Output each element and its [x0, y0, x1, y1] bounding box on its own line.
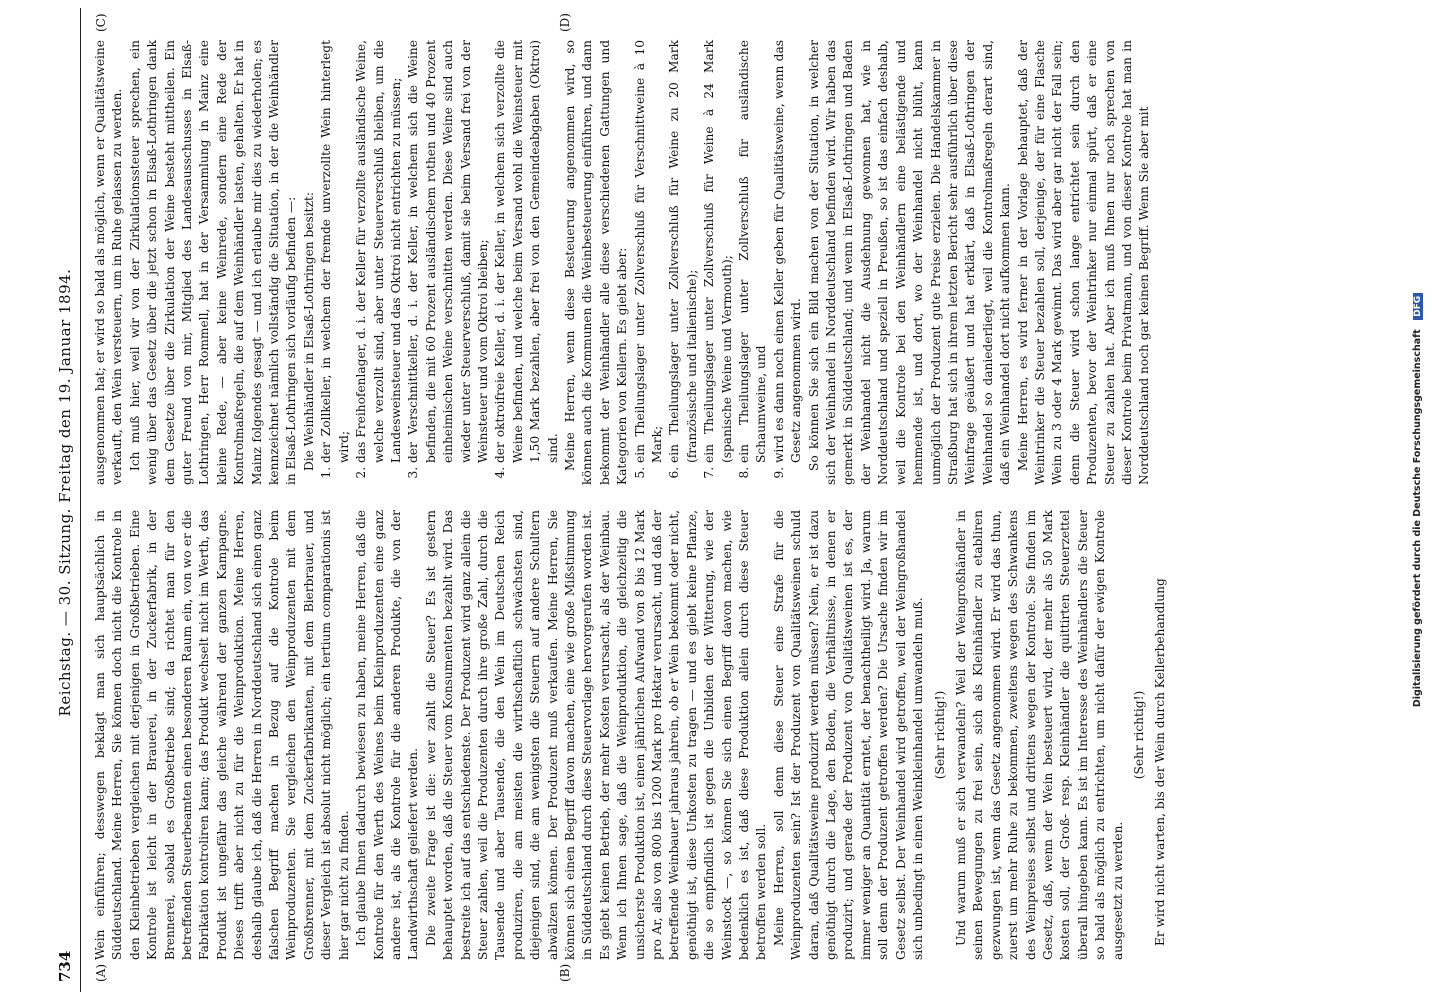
- page-header: [52, 8, 81, 992]
- paragraph: Und warum muß er sich verwandeln? Weil der Weingroßhändler in seinen Bewegungen zu frei sein, sich als Kleinhändler zu etabliren gezwungen ist, wenn das Gesetz angenommen wird. Er wird das thun, zuerst um mehr Ruhe zu bekommen, zweitens wegen des Schwankens des Weinpreises selbst und drittens wegen der Kontrole. Sie finden im Gesetz, daß, wenn der Wein besteuert wird, der mehr als 50 Mark kosten soll, der Groß- resp. Kleinhändler die quittirten Steuerzettel überall hingeben kann. Es ist im Interesse des Weinhändlers die Steuer so bald als möglich zu entrichten, um nicht dafür der ewigen Kontrole ausgesetzt zu werden.: [953, 510, 1125, 960]
- digitization-footer: [1412, 0, 1432, 1000]
- paragraph: ausgenommen hat; er wird so bald als möglich, wenn er Qualitätsweine verkauft, den Wein versteuern, um in Ruhe gelassen zu werden.: [93, 40, 125, 485]
- margin-marker-b: (B): [558, 963, 572, 982]
- text-column-right: [92, 40, 1414, 485]
- list-item: 8. ein Theilungslager unter Zollverschluß für ausländische Schaumweine, und: [736, 40, 771, 463]
- list-item: 5. ein Theilungslager unter Zollverschluß für Verschnittweine à 10 Mark;: [632, 40, 667, 463]
- paragraph: Meine Herren, wenn diese Besteuerung angenommen wird, so können auch die Kommunen die Weinbesteuerung einführen, und dann bekommt der Weinhändler alle diese verschiedenen Gattungen und Kategorien von Kellern. Es giebt aber:: [562, 40, 630, 485]
- cellar-list: [318, 40, 562, 485]
- margin-marker-a: (A): [94, 963, 108, 982]
- paragraph: So können Sie sich ein Bild machen von der Situation, in welcher sich der Weinhandel in Norddeutschland befinden wird. Wir haben das gemerkt in Süddeutschland; und wenn in Elsaß-Lothringen und Baden der Weinhandel nicht die Ausdehnung gewonnen hat, wie in Norddeutschland und speziell in Preußen, so ist das einfach deshalb, weil die Kontrole bei den Weinhändlern eine belästigende und hemmende ist, und dort, wo der Weinhandel nicht blüht, kann unmöglich der Produzent gute Preise erzielen. Die Handelskammer in Straßburg hat sich in ihrem letzten Bericht sehr ausführlich über diese Weinfrage geäußert und hat erklärt, daß in Elsaß-Lothringen der Weinhandel so daniederliegt, weil die Kontrolmaßregeln derart sind, daß ein Weinhandel dort nicht aufkommen kann.: [806, 40, 1013, 485]
- paragraph: Die zweite Frage ist die: wer zahlt die Steuer? Es ist gestern behauptet worden, daß die Steuer vom Konsumenten bezahlt wird. Das bestreite ich auf das entschiedenste. Der Produzent wird ganz allein die Steuer zahlen, weil die Produzenten durch ihre große Zahl, durch die Tausende und aber Tausende, die den Wein im Deutschen Reich produziren, die am meisten die wirthschaftlich schwächsten sind, diejenigen sind, die am wenigsten die Steuern auf andere Schultern abwälzen können. Der Produzent muß verkaufen. Meine Herren, Sie können sich einen Begriff davon machen, eine wie große Mißstimmung in Süddeutschland durch diese Steuervorlage hervorgerufen worden ist. Es giebt keinen Betrieb, der mehr Kosten verursacht, als der Weinbau. Wenn ich Ihnen sage, daß die Weinproduktion, die gleichzeitig die unsicherste Produktion ist, einen jährlichen Aufwand von 8 bis 12 Mark pro Ar, also von 800 bis 1200 Mark pro Hektar verursacht, und daß der betreffende Weinbauer jahraus jahrein, ob er Wein bekommt oder nicht, genöthigt ist, diese Unkosten zu tragen — und es giebt keine Pflanze, die so empfindlich ist gegen die Unbilden der Witterung, wie der Weinstock —, so können Sie sich einen Begriff davon machen, wie bedenklich es ist, daß diese Produktion allein durch diese Steuer betroffen werden soll.: [423, 510, 769, 960]
- paragraph: Wein einführen; desswegen beklagt man sich hauptsächlich in Süddeutschland. Meine Herren, Sie können doch nicht die Kontrole in den Kleinbetrieben vergleichen mit derjenigen in Großbetrieben. Eine Kontrole ist leicht in der Brauerei, in der Zuckerfabrik, in der Brennerei, sobald es Großbetriebe sind; da richtet man für den betreffenden Steuerbeamten einen besonderen Raum ein, von wo er die Fabrikation kontroliren kann; das Produkt wechselt nicht im Werth, das Produkt ist ungefähr das gleiche während der ganzen Kampagne. Dieses trifft aber nicht zu für die Weinproduktion. Meine Herren, deshalb glaube ich, daß die Herren in Norddeutschland sich einen ganz falschen Begriff machen in Bezug auf die Kontrole beim Weinproduzenten. Sie vergleichen den Weinproduzenten mit dem Großbrenner, mit dem Zuckerfabrikanten, mit dem Bierbrauer, und dieser Vergleich ist absolut nicht möglich; ein tertium comparationis ist hier gar nicht zu finden.: [93, 510, 351, 960]
- paragraph: Ich muß hier, weil wir von der Zirkulationssteuer sprechen, ein wenig über das Gesetz über die jetzt schon in Elsaß-Lothringen dank dem Gesetze über die Zirkulation der Weine besteht mittheilen. Ein guter Freund von mir, Mitglied des Landesausschusses in Elsaß-Lothringen, Herr Rommell, hat in der Versammlung in Mainz eine kleine Rede, — aber keine Weinrede, sondern eine Rede der Kontrolmaßregeln, die auf dem Weinhändler lasten, gehalten. Er hat in Mainz folgendes gesagt — und ich erlaube mir dies zu wiederholen; es kennzeichnet nämlich vollständig die Situation, in der die Weinhändler in Elsaß-Lothringen sich vorläufig befinden —:: [127, 40, 299, 485]
- paragraph: Meine Herren, soll denn diese Steuer eine Strafe für die Weinproduzenten sein? Ist der Produzent von Qualitätsweinen schuld daran, daß Qualitätsweine produzirt werden müssen? Nein, er ist dazu genöthigt durch die Lage, den Boden, die Verhältnisse, in denen er produzirt; und gerade der Produzent von Qualitätsweinen ist es, der immer weniger an Quantität erntet, der benachtheiligt wird. Ja, warum soll denn der Produzent getroffen werden? Die Ursache finden wir im Gesetz selbst. Der Weinhandel wird getroffen, weil der Weingroßhandel sich unbedingt in einen Weinkleinhandel umwandeln muß.: [771, 510, 926, 960]
- storage-list: [632, 40, 806, 485]
- paragraph: Er wird nicht warten, bis der Wein durch Kellerbehandlung: [1153, 578, 1168, 946]
- margin-marker-c: (C): [94, 13, 108, 32]
- running-head: Reichstag. — 30. Sitzung. Freitag den 19. Januar 1894.: [56, 268, 74, 717]
- footer-text: Digitalisierung gefördert durch die Deutsche Forschungsgemeinschaft: [1412, 329, 1423, 708]
- paragraph: Die Weinhändler in Elsaß-Lothringen besitzt:: [301, 192, 316, 471]
- list-item: 7. ein Theilungslager unter Zollverschluß für Weine à 24 Mark (spanische Weine und Vermouth);: [701, 40, 736, 463]
- list-item: 9. wird es dann noch einen Keller geben für Qualitätsweine, wenn das Gesetz angenommen wird.: [771, 40, 806, 463]
- margin-marker-d: (D): [558, 13, 572, 32]
- page-number: 734: [56, 950, 74, 982]
- applause-note: (Sehr richtig!): [1131, 690, 1146, 780]
- paragraph: Meine Herren, es wird ferner in der Vorlage behauptet, daß der Weintrinker die Steuer bezahlen soll, derjenige, der für eine Flasche Wein zu 3 oder 4 Mark gewinnt. Das wird aber gar nicht der Fall sein; denn die Steuer wird schon lange entrichtet sein durch den Produzenten, bevor der Weintrinker nur einmal spürt, daß er eine Steuer zu zahlen hat. Aber ich muß Ihnen nur noch sprechen von dieser Kontrole beim Privatmann, und von dieser Kontrole hat man in Norddeutschland noch gar keinen Begriff. Wenn Sie aber mit: [1015, 40, 1152, 485]
- applause-note: (Sehr richtig!): [932, 690, 947, 780]
- list-item: 6. ein Theilungslager unter Zollverschluß für Weine zu 20 Mark (französische und italienische);: [666, 40, 701, 463]
- list-item: 1. der Zollkeller, in welchem der fremde unverzollte Wein hinterlegt wird;: [318, 40, 353, 463]
- dfg-logo: DFG: [1413, 293, 1423, 320]
- text-column-left: [92, 510, 1168, 960]
- list-item: 4. der oktroifreie Keller, d. i. der Keller, in welchem sich verzollte die Weine befinden, und welche beim Versand wohl die Weinsteuer mit 1,50 Mark bezahlen, aber frei von den Gemeindeabgaben (Oktroi) sind.: [492, 40, 562, 463]
- list-item: 3. der Verschnittkeller, d. i. der Keller, in welchem sich die Weine befinden, die mit 60 Prozent ausländischem rothen und 40 Prozent einheimischen Weine verschnitten werden. Diese Weine sind auch wieder unter Steuerverschluß, damit sie beim Versand frei von der Weinsteuer und vom Oktroi bleiben;: [405, 40, 492, 463]
- list-item: 2. das Freihofenlager, d. i. der Keller für verzollte ausländische Weine, welche verzollt sind, aber unter Steuerverschluß bleiben, um die Landesweinsteuer und das Oktroi nicht entrichten zu müssen;: [353, 40, 405, 463]
- paragraph: Ich glaube Ihnen dadurch bewiesen zu haben, meine Herren, daß die Kontrole für den Werth des Weines beim Kleinproduzenten eine ganz andere ist, als die Kontrole für die anderen Produkte, die von der Landwirthschaft geliefert werden.: [354, 510, 421, 960]
